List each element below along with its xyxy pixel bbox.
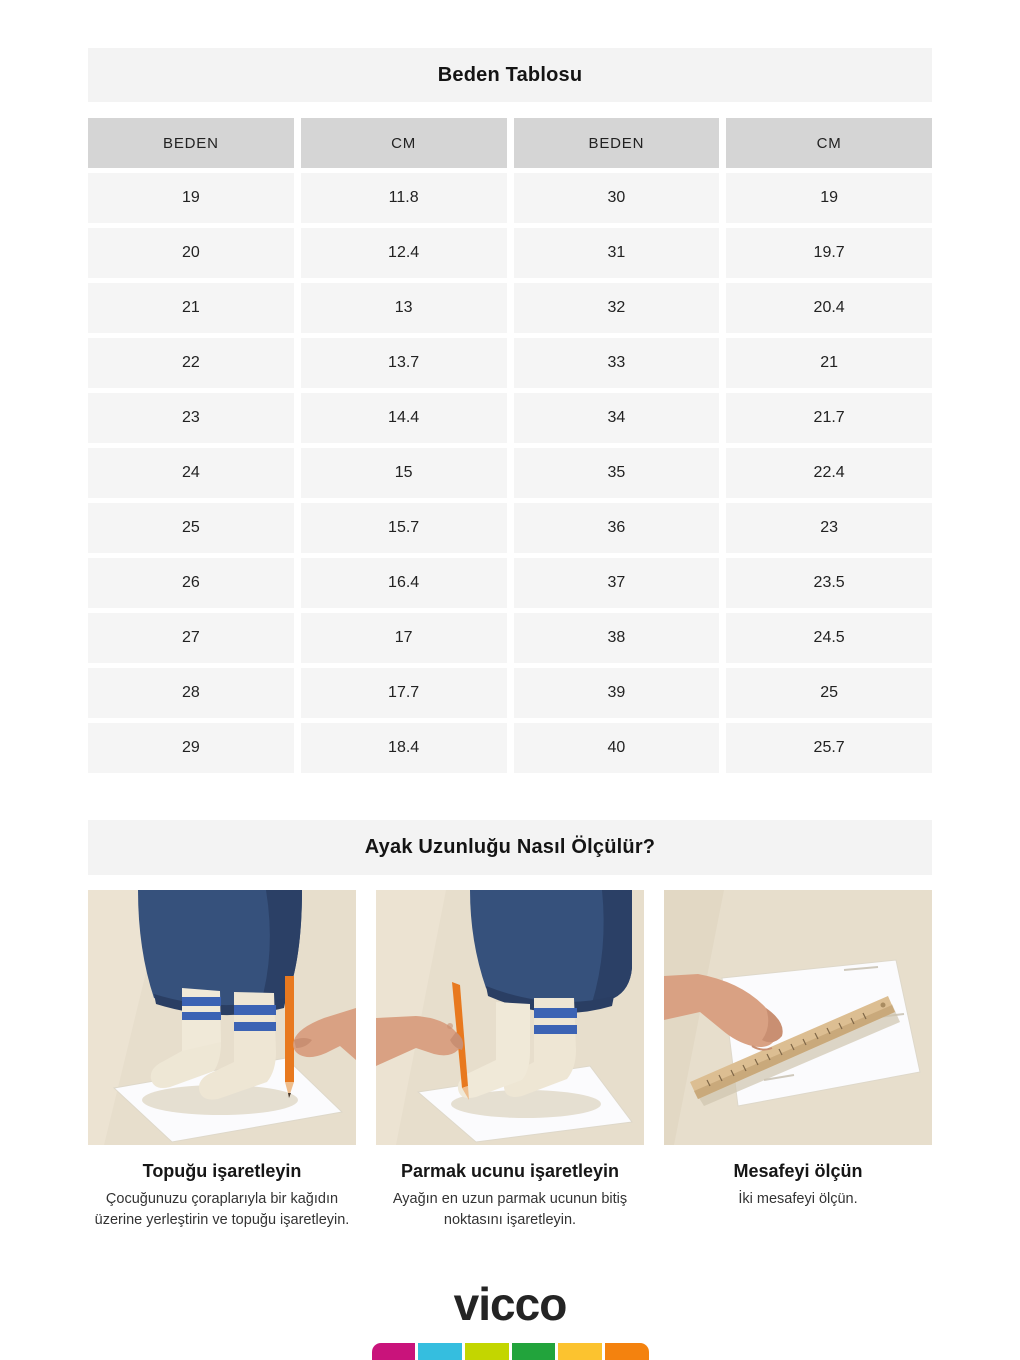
- size-table-cell: 20: [88, 228, 294, 278]
- size-table-cell: 34: [514, 393, 720, 443]
- size-table-cell: 22: [88, 338, 294, 388]
- size-table-cell: 37: [514, 558, 720, 608]
- measure-steps: [88, 890, 932, 1231]
- brand-color-bar: [372, 1343, 649, 1360]
- step-title-mark-heel: Topuğu işaretleyin: [142, 1161, 302, 1181]
- brand-color-segment: [418, 1343, 462, 1360]
- size-table-cell: 30: [514, 173, 720, 223]
- size-table-cell: 11.8: [301, 173, 507, 223]
- size-table-cell: 14.4: [301, 393, 507, 443]
- size-table-cell: 26: [88, 558, 294, 608]
- size-table-cell: 25: [88, 503, 294, 553]
- size-table-cell: 20.4: [726, 283, 932, 333]
- step-mark-toe: [376, 890, 644, 1231]
- size-table-cell: 15: [301, 448, 507, 498]
- size-table-cell: 18.4: [301, 723, 507, 773]
- step-title-measure-distance: Mesafeyi ölçün: [733, 1161, 863, 1181]
- size-table-cell: 17: [301, 613, 507, 663]
- brand-color-segment: [558, 1343, 602, 1360]
- step-title-mark-toe: Parmak ucunu işaretleyin: [400, 1161, 620, 1181]
- size-table-cell: 21: [88, 283, 294, 333]
- size-table-cell: 16.4: [301, 558, 507, 608]
- size-table-cell: 21.7: [726, 393, 932, 443]
- size-table-cell: 21: [726, 338, 932, 388]
- size-table-cell: 33: [514, 338, 720, 388]
- size-table-cell: 19.7: [726, 228, 932, 278]
- size-table-cell: 19: [726, 173, 932, 223]
- size-table-cell: 36: [514, 503, 720, 553]
- size-table-cell: 23: [88, 393, 294, 443]
- brand-color-segment: [372, 1343, 416, 1360]
- photo-mark-toe: [376, 890, 644, 1145]
- size-table-cell: 38: [514, 613, 720, 663]
- brand-logo: vicco: [453, 1278, 567, 1331]
- size-table-cell: 24: [88, 448, 294, 498]
- size-table-cell: 17.7: [301, 668, 507, 718]
- brand-color-segment: [605, 1343, 649, 1360]
- brand-color-segment: [465, 1343, 509, 1360]
- size-table-cell: 28: [88, 668, 294, 718]
- size-table-column-header: BEDEN: [88, 118, 294, 168]
- measure-section-title: Ayak Uzunluğu Nasıl Ölçülür?: [364, 836, 656, 858]
- size-table-cell: 19: [88, 173, 294, 223]
- size-table-cell: 31: [514, 228, 720, 278]
- step-mark-heel: [88, 890, 356, 1231]
- size-table-cell: 25.7: [726, 723, 932, 773]
- size-table-cell: 32: [514, 283, 720, 333]
- photo-measure-distance: [664, 890, 932, 1145]
- size-table-cell: 23.5: [726, 558, 932, 608]
- step-desc-mark-heel: Çocuğunuzu çoraplarıyla bir kağıdın üzerine yerleştirin ve topuğu işaretleyin.: [94, 1191, 350, 1229]
- size-table-header: [88, 48, 932, 102]
- step-desc-measure-distance: İki mesafeyi ölçün.: [738, 1191, 858, 1207]
- size-table-cell: 24.5: [726, 613, 932, 663]
- size-table-cell: 35: [514, 448, 720, 498]
- measure-section-header: [88, 820, 932, 875]
- step-measure-distance: [664, 890, 932, 1231]
- size-table: [88, 118, 932, 773]
- size-table-cell: 23: [726, 503, 932, 553]
- size-table-cell: 40: [514, 723, 720, 773]
- size-table-title: Beden Tablosu: [437, 63, 583, 86]
- size-table-cell: 27: [88, 613, 294, 663]
- brand-footer: [88, 1278, 932, 1360]
- brand-color-segment: [512, 1343, 556, 1360]
- size-table-cell: 29: [88, 723, 294, 773]
- step-desc-mark-toe: Ayağın en uzun parmak ucunun bitiş noktasını işaretleyin.: [392, 1191, 628, 1229]
- size-table-cell: 15.7: [301, 503, 507, 553]
- size-table-column-header: BEDEN: [514, 118, 720, 168]
- size-table-cell: 12.4: [301, 228, 507, 278]
- size-table-cell: 39: [514, 668, 720, 718]
- photo-mark-heel: [88, 890, 356, 1145]
- size-table-cell: 25: [726, 668, 932, 718]
- size-table-column-header: CM: [726, 118, 932, 168]
- size-table-cell: 13.7: [301, 338, 507, 388]
- size-table-cell: 13: [301, 283, 507, 333]
- size-table-column-header: CM: [301, 118, 507, 168]
- size-table-cell: 22.4: [726, 448, 932, 498]
